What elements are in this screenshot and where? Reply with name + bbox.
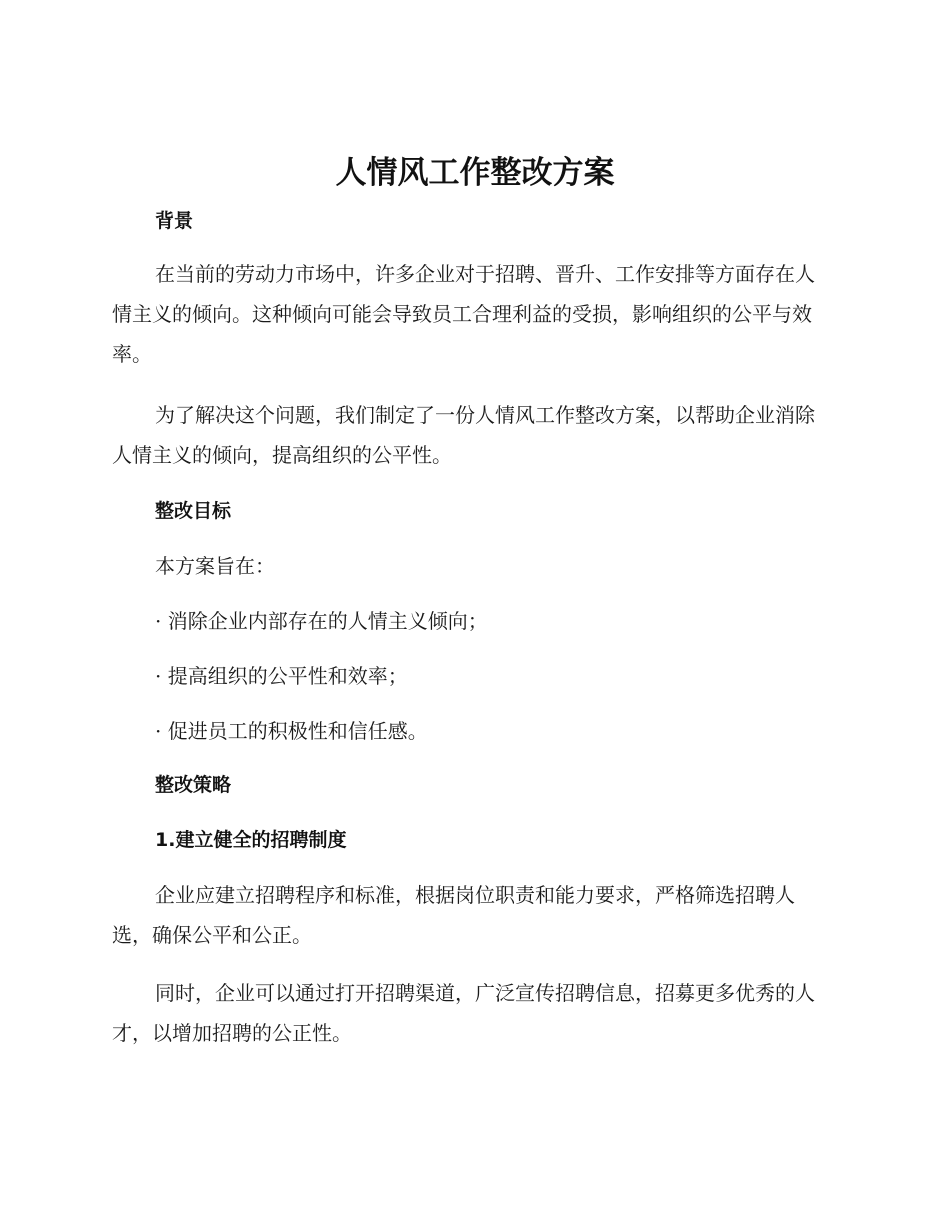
goals-list-item: · 促进员工的积极性和信任感。 [155,719,428,743]
document-title: 人情风工作整改方案 [335,155,615,191]
section-heading-goals: 整改目标 [155,500,232,522]
background-paragraph-1: 在当前的劳动力市场中，许多企业对于招聘、晋升、工作安排等方面存在人情主义的倾向。这种倾向可能会导致员工合理利益的受损，影响组织的公平与效率。 [112,262,815,366]
goals-list-item: · 消除企业内部存在的人情主义倾向； [155,609,488,633]
section-heading-background: 背景 [155,210,194,232]
subsection-heading-recruitment: 1.建立健全的招聘制度 [155,829,347,851]
recruitment-paragraph-1: 企业应建立招聘程序和标准，根据岗位职责和能力要求，严格筛选招聘人选，确保公平和公正。 [112,883,795,947]
background-paragraph-2: 为了解决这个问题，我们制定了一份人情风工作整改方案，以帮助企业消除人情主义的倾向，提高组织的公平性。 [112,403,815,467]
goals-list-item: · 提高组织的公平性和效率； [155,664,408,688]
recruitment-paragraph-2: 同时，企业可以通过打开招聘渠道，广泛宣传招聘信息，招募更多优秀的人才，以增加招聘的公正性。 [112,981,815,1045]
section-heading-strategy: 整改策略 [155,774,232,796]
goals-intro: 本方案旨在： [155,554,275,578]
